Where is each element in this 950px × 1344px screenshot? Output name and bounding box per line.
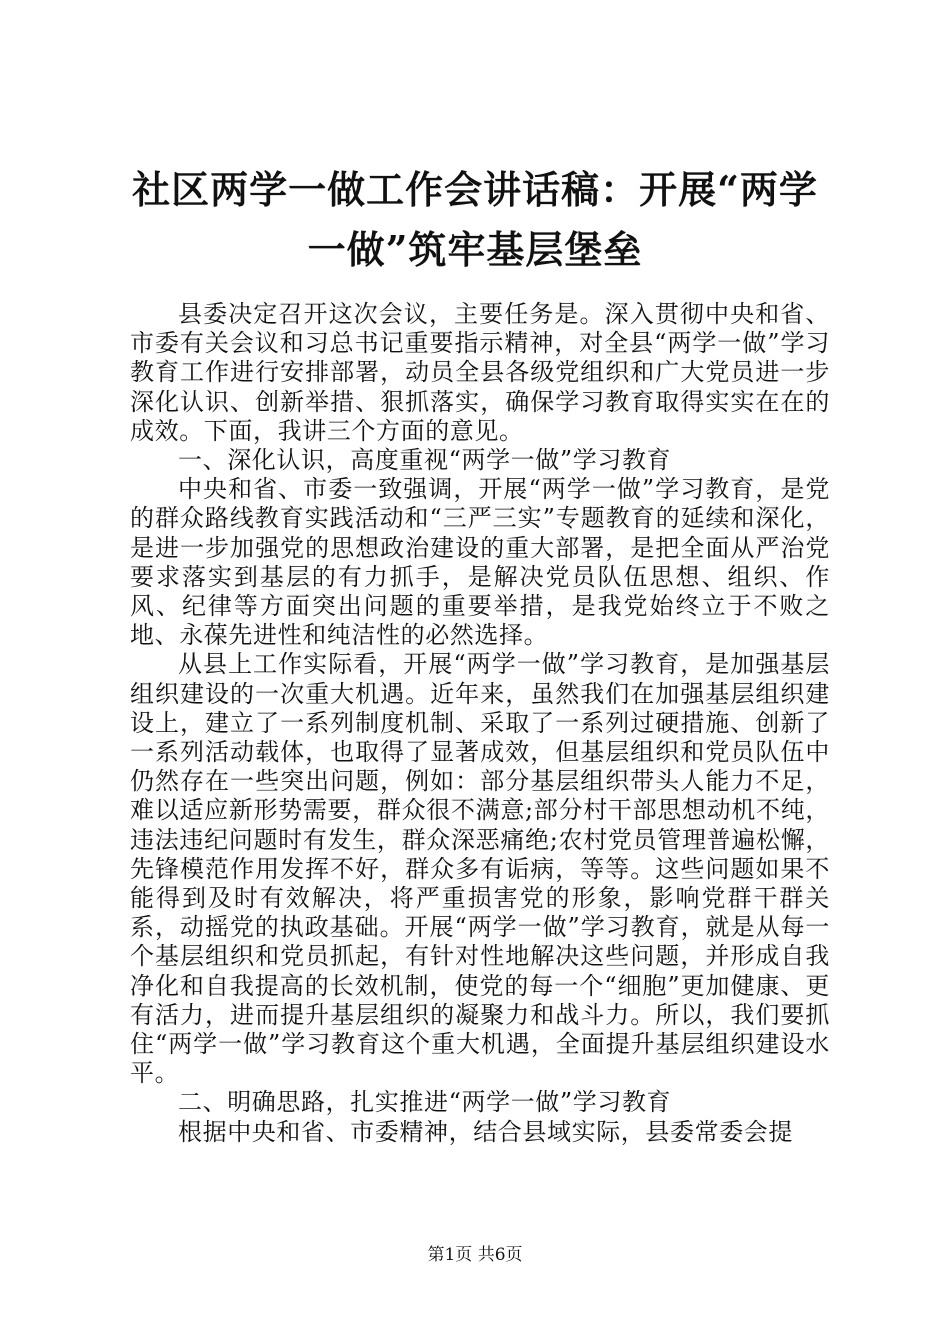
paragraph-1: 中央和省、市委一致强调，开展“两学一做”学习教育，是党的群众路线教育实践活动和“三严三实”专题教育的延续和深化，是进一步加强党的思想政治建设的重大部署，是把全面从严治党要求落实到基层的有力抓手，是解决党员队伍思想、组织、作风、纪律等方面突出问题的重要举措，是我党始终立于不败之地、永葆先进性和纯洁性的必然选择。	[130, 475, 830, 650]
paragraph-2: 从县上工作实际看，开展“两学一做”学习教育，是加强基层组织建设的一次重大机遇。近年来，虽然我们在加强基层组织建设上，建立了一系列制度机制、采取了一系列过硬措施、创新了一系列活动载体，也取得了显著成效，但基层组织和党员队伍中仍然存在一些突出问题，例如：部分基层组织带头人能力不足，难以适应新形势需要，群众很不满意;部分村干部思想动机不纯，违法违纪问题时有发生，群众深恶痛绝;农村党员管理普遍松懈，先锋模范作用发挥不好，群众多有诟病，等等。这些问题如果不能得到及时有效解决，将严重损害党的形象，影响党群干群关系，动摇党的执政基础。开展“两学一做”学习教育，就是从每一个基层组织和党员抓起，有针对性地解决这些问题，并形成自我净化和自我提高的长效机制，使党的每一个“细胞”更加健康、更有活力，进而提升基层组织的凝聚力和战斗力。所以，我们要抓住“两学一做”学习教育这个重大机遇，全面提升基层组织建设水平。	[130, 650, 830, 1088]
document-body	[130, 300, 830, 1147]
section-heading-2: 二、明确思路，扎实推进“两学一做”学习教育	[178, 1088, 672, 1117]
paragraph-3: 根据中央和省、市委精神，结合县域实际，县委常委会提	[178, 1117, 793, 1146]
page-footer	[0, 1244, 950, 1266]
page-indicator: 第1页 共6页	[427, 1245, 523, 1265]
section-heading-1: 一、深化认识，高度重视“两学一做”学习教育	[178, 446, 672, 475]
paragraph-intro: 县委决定召开这次会议，主要任务是。深入贯彻中央和省、市委有关会议和习总书记重要指示精神，对全县“两学一做”学习教育工作进行安排部署，动员全县各级党组织和广大党员进一步深化认识、创新举措、狠抓落实，确保学习教育取得实实在在的成效。下面，我讲三个方面的意见。	[130, 300, 830, 445]
document-title: 社区两学一做工作会讲话稿：开展“两学一做”筑牢基层堡垒	[132, 167, 818, 272]
